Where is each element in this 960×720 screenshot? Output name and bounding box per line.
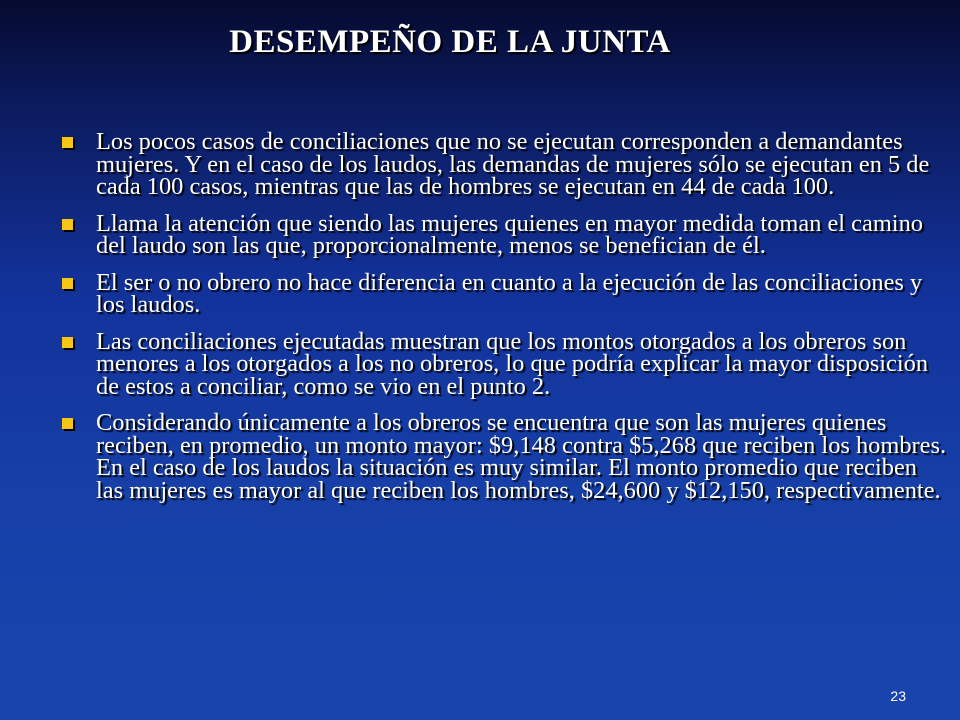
page-number: 23 bbox=[890, 688, 906, 704]
square-bullet-icon bbox=[62, 219, 73, 230]
bullet-text: Considerando únicamente a los obreros se encuentra que son las mujeres quienes reciben, en promedio, un monto mayor: $9,148 contra $5,268 que reciben los hombres. En el caso de los laudos la situación es muy similar. El monto promedio que reciben las mujeres es mayor al que reciben los hombres, $24,600 y $12,150, respectivamente. bbox=[96, 409, 947, 504]
bullet-item bbox=[58, 128, 948, 200]
square-bullet-icon bbox=[62, 278, 73, 289]
slide-title: DESEMPEÑO DE LA JUNTA bbox=[229, 24, 671, 60]
bullet-text: Las conciliaciones ejecutadas muestran que los montos otorgados a los obreros son menores a los otorgados a los no obreros, lo que podría explicar la mayor disposición de estos a conciliar, como se vio en el punto 2. bbox=[96, 327, 929, 400]
bullet-text: Los pocos casos de conciliaciones que no se ejecutan corresponden a demandantes mujeres. Y en el caso de los laudos, las demandas de mujeres sólo se ejecutan en 5 de cada 100 casos, mientras que las de hombres se ejecutan en 44 de cada 100. bbox=[96, 128, 930, 200]
bullet-list bbox=[58, 128, 948, 516]
bullet-item bbox=[58, 209, 948, 259]
bullet-item bbox=[58, 268, 948, 318]
square-bullet-icon bbox=[62, 418, 73, 429]
square-bullet-icon bbox=[62, 337, 73, 348]
bullet-text: El ser o no obrero no hace diferencia en cuanto a la ejecución de las conciliaciones y los laudos. bbox=[96, 268, 923, 318]
bullet-item bbox=[58, 327, 948, 400]
bullet-item bbox=[58, 409, 948, 504]
square-bullet-icon bbox=[62, 137, 73, 148]
bullet-text: Llama la atención que siendo las mujeres quienes en mayor medida toman el camino del laudo son las que, proporcionalmente, menos se benefician de él. bbox=[96, 209, 923, 259]
